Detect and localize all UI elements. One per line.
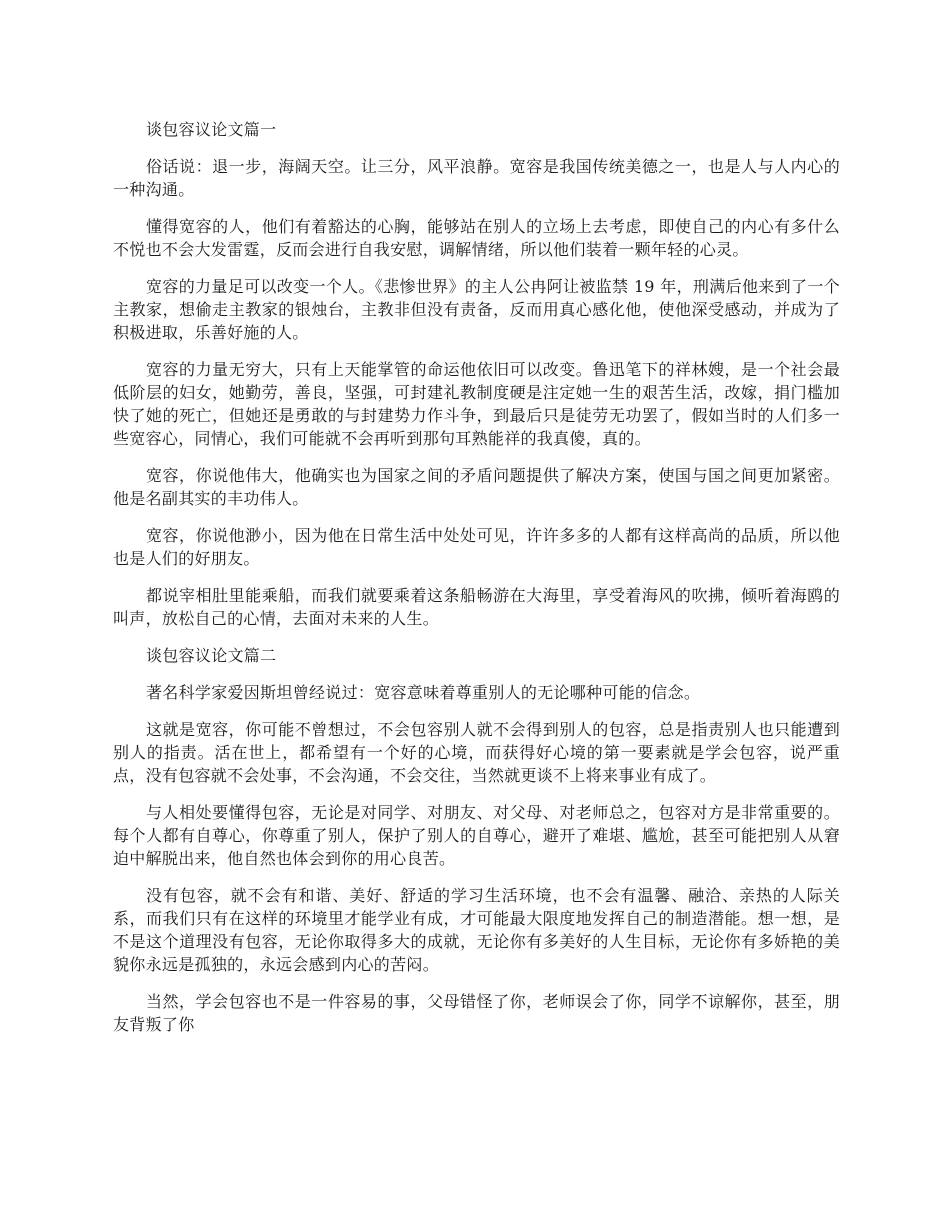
paragraph: 当然，学会包容也不是一件容易的事，父母错怪了你，老师误会了你，同学不谅解你，甚至，朋友背叛了你 xyxy=(113,992,840,1034)
paragraph: 著名科学家爱因斯坦曾经说过：宽容意味着尊重别人的无论哪种可能的信念。 xyxy=(146,683,701,702)
paragraph: 俗话说：退一步，海阔天空。让三分，风平浪静。宽容是我国传统美德之一，也是人与人内心的一种沟通。 xyxy=(113,157,840,199)
paragraph: 宽容的力量无穷大，只有上天能掌管的命运他依旧可以改变。鲁迅笔下的祥林嫂，是一个社会最低阶层的妇女，她勤劳，善良，坚强，可封建礼教制度硬是注定她一生的艰苦生活，改嫁，捐门槛加快了她的死亡，但她还是勇敢的与封建势力作斗争，到最后只是徒劳无功罢了，假如当时的人们多一些宽容心，同情心，我们可能就不会再听到那句耳熟能祥的我真傻，真的。 xyxy=(113,360,840,448)
document-page xyxy=(113,118,840,1050)
paragraph: 宽容的力量足可以改变一个人。《悲惨世界》的主人公冉阿让被监禁 19 年，刑满后他来到了一个主教家，想偷走主教家的银烛台，主教非但没有责备，反而用真心感化他，使他深受感动，并成为了积极进取，乐善好施的人。 xyxy=(113,277,840,342)
paragraph: 与人相处要懂得包容，无论是对同学、对朋友、对父母、对老师总之，包容对方是非常重要的。每个人都有自尊心，你尊重了别人，保护了别人的自尊心，避开了难堪、尴尬，甚至可能把别人从窘迫中解脱出来，他自然也体会到你的用心良苦。 xyxy=(113,803,840,868)
paragraph: 没有包容，就不会有和谐、美好、舒适的学习生活环境，也不会有温馨、融洽、亲热的人际关系，而我们只有在这样的环境里才能学业有成，才可能最大限度地发挥自己的制造潜能。想一想，是不是这个道理没有包容，无论你取得多大的成就，无论你有多美好的人生目标，无论你有多娇艳的美貌你永远是孤独的，永远会感到内心的苦闷。 xyxy=(113,886,840,974)
paragraph: 这就是宽容，你可能不曾想过，不会包容别人就不会得到别人的包容，总是指责别人也只能遭到别人的指责。活在世上，都希望有一个好的心境，而获得好心境的第一要素就是学会包容，说严重点，没有包容就不会处事，不会沟通，不会交往，当然就更谈不上将来事业有成了。 xyxy=(113,720,840,785)
paragraph: 都说宰相肚里能乘船，而我们就要乘着这条船畅游在大海里，享受着海风的吹拂，倾听着海鸥的叫声，放松自己的心情，去面对未来的人生。 xyxy=(113,586,840,628)
paragraph: 宽容，你说他渺小，因为他在日常生活中处处可见，许许多多的人都有这样高尚的品质，所以他也是人们的好朋友。 xyxy=(113,526,840,568)
paragraph: 懂得宽容的人，他们有着豁达的心胸，能够站在别人的立场上去考虑，即使自己的内心有多什么不悦也不会大发雷霆，反而会进行自我安慰，调解情绪，所以他们装着一颗年轻的心灵。 xyxy=(113,217,840,259)
section-title: 谈包容议论文篇一 xyxy=(146,120,277,139)
paragraph: 宽容，你说他伟大，他确实也为国家之间的矛盾问题提供了解决方案，使国与国之间更加紧密。他是名副其实的丰功伟人。 xyxy=(113,466,840,508)
section-title: 谈包容议论文篇二 xyxy=(146,646,277,665)
